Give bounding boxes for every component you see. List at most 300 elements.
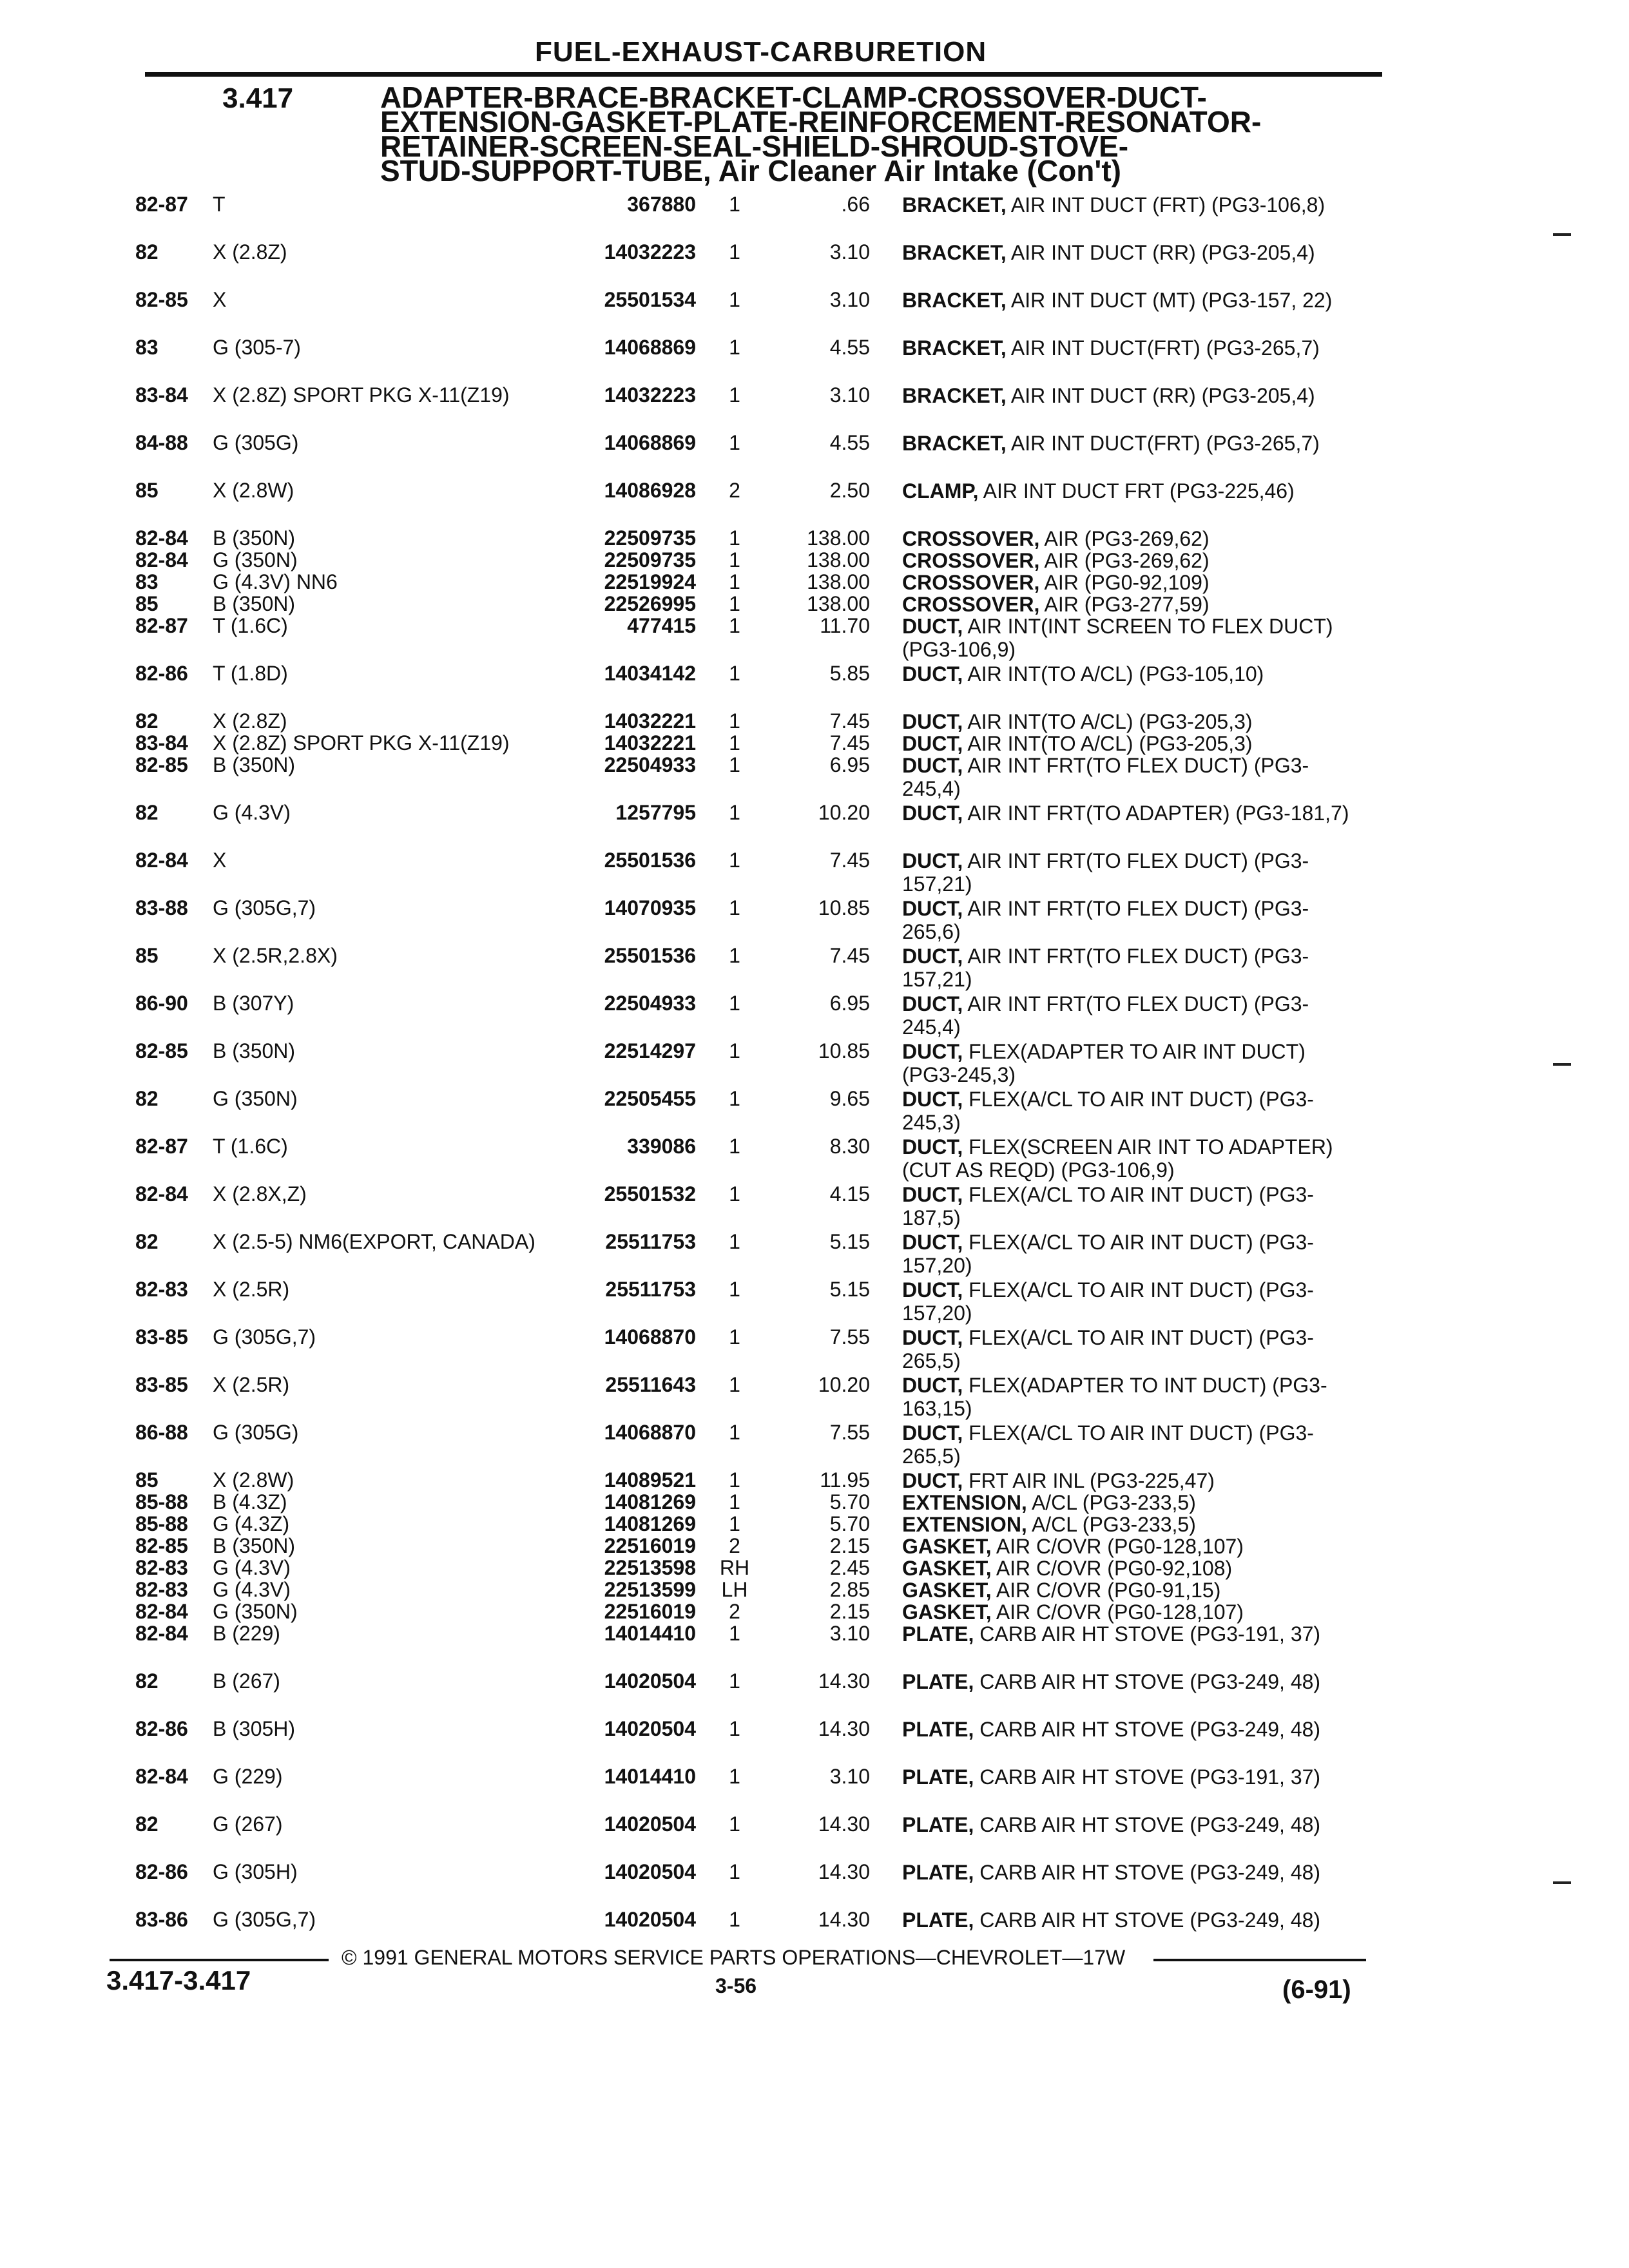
part-number: 14089521	[604, 1468, 696, 1492]
model-years: 85	[135, 479, 159, 502]
part-type: BRACKET,	[902, 384, 1007, 407]
model-code: G (267)	[213, 1812, 283, 1836]
price: 7.45	[829, 709, 870, 733]
part-number: 14081269	[604, 1490, 696, 1514]
part-number: 22516019	[604, 1534, 696, 1557]
model-code: B (307Y)	[213, 992, 294, 1015]
price: 10.20	[818, 801, 870, 824]
table-row	[0, 1579, 1629, 1600]
model-years: 82-85	[135, 753, 188, 776]
part-description	[902, 1374, 1366, 1420]
part-description	[902, 1421, 1366, 1468]
part-detail: AIR INT(INT SCREEN TO FLEX DUCT) (PG3-106,9)	[902, 615, 1333, 661]
model-years: 83-85	[135, 1373, 188, 1396]
part-description	[902, 384, 1366, 407]
part-description	[902, 1491, 1366, 1514]
part-number: 367880	[627, 193, 696, 216]
table-row	[0, 1491, 1629, 1513]
part-number: 25511643	[605, 1373, 696, 1396]
part-description	[902, 336, 1366, 360]
part-detail: CARB AIR HT STOVE (PG3-191, 37)	[974, 1622, 1321, 1646]
model-years: 82-86	[135, 1717, 188, 1740]
part-type: DUCT,	[902, 992, 963, 1015]
quantity: 1	[729, 753, 740, 776]
model-years: 82-87	[135, 193, 188, 216]
quantity: 2	[729, 1534, 740, 1557]
quantity: 2	[729, 479, 740, 502]
quantity: 1	[729, 1468, 740, 1492]
model-code: G (305-7)	[213, 336, 301, 359]
part-number: 1257795	[615, 801, 696, 824]
part-number: 339086	[627, 1135, 696, 1158]
quantity: LH	[721, 1578, 748, 1601]
part-number: 14032223	[604, 383, 696, 407]
quantity: 1	[729, 1908, 740, 1931]
price: 138.00	[807, 526, 870, 550]
part-detail: CARB AIR HT STOVE (PG3-249, 48)	[974, 1861, 1321, 1884]
price: 4.55	[829, 336, 870, 359]
model-code: B (350N)	[213, 1039, 296, 1062]
price: 7.45	[829, 731, 870, 754]
model-years: 85	[135, 592, 159, 615]
table-row	[0, 432, 1629, 479]
part-type: DUCT,	[902, 1469, 963, 1492]
model-code: X (2.8Z)	[213, 709, 287, 733]
quantity: 1	[729, 1278, 740, 1301]
part-type: GASKET,	[902, 1600, 992, 1624]
model-code: G (4.3Z)	[213, 1512, 290, 1535]
model-code: X	[213, 288, 227, 311]
model-years: 82-84	[135, 1182, 188, 1206]
part-detail: CARB AIR HT STOVE (PG3-249, 48)	[974, 1670, 1321, 1693]
table-row	[0, 193, 1629, 241]
quantity: 1	[729, 383, 740, 407]
part-detail: FRT AIR INL (PG3-225,47)	[963, 1469, 1215, 1492]
part-detail: CARB AIR HT STOVE (PG3-249, 48)	[974, 1813, 1321, 1836]
part-number: 25501536	[604, 944, 696, 967]
part-description	[902, 1600, 1366, 1624]
quantity: 1	[729, 526, 740, 550]
part-description	[902, 1513, 1366, 1536]
part-type: EXTENSION,	[902, 1491, 1027, 1514]
category-title: FUEL-EXHAUST-CARBURETION	[535, 36, 987, 68]
table-row	[0, 1278, 1629, 1326]
part-type: GASKET,	[902, 1557, 992, 1580]
quantity: 1	[729, 849, 740, 872]
section-range: 3.417-3.417	[106, 1965, 251, 1995]
price: 7.55	[829, 1325, 870, 1349]
part-description	[902, 1908, 1366, 1932]
part-detail: FLEX(A/CL TO AIR INT DUCT) (PG3-245,3)	[902, 1088, 1314, 1134]
model-code: X (2.8Z) SPORT PKG X-11(Z19)	[213, 731, 510, 754]
price: 7.45	[829, 944, 870, 967]
part-detail: AIR C/OVR (PG0-91,15)	[991, 1579, 1221, 1602]
quantity: 1	[729, 240, 740, 264]
part-number: 14020504	[604, 1860, 696, 1883]
price: 3.10	[829, 383, 870, 407]
part-type: DUCT,	[902, 897, 963, 920]
table-row	[0, 384, 1629, 432]
part-number: 25501534	[604, 288, 696, 311]
table-row	[0, 802, 1629, 849]
quantity: RH	[719, 1556, 750, 1579]
part-description	[902, 754, 1366, 800]
part-type: PLATE,	[902, 1670, 974, 1693]
section-title-line: ADAPTER-BRACE-BRACKET-CLAMP-CROSSOVER-DUCT-	[380, 81, 1207, 114]
part-type: DUCT,	[902, 662, 963, 686]
part-description	[902, 1469, 1366, 1492]
part-detail: AIR INT DUCT (MT) (PG3-157, 22)	[1006, 289, 1333, 312]
price: 14.30	[818, 1860, 870, 1883]
part-description	[902, 241, 1366, 264]
part-description	[902, 1231, 1366, 1277]
model-years: 83	[135, 336, 159, 359]
margin-mark	[1553, 1881, 1571, 1884]
model-code: G (229)	[213, 1765, 283, 1788]
part-detail: AIR INT DUCT FRT (PG3-225,46)	[978, 479, 1295, 503]
quantity: 1	[729, 1765, 740, 1788]
quantity: 1	[729, 1622, 740, 1645]
model-code: G (305H)	[213, 1860, 298, 1883]
model-code: X (2.5-5) NM6(EXPORT, CANADA)	[213, 1230, 535, 1253]
model-code: G (305G)	[213, 1421, 299, 1444]
part-description	[902, 1088, 1366, 1134]
part-description	[902, 571, 1366, 594]
part-type: PLATE,	[902, 1622, 974, 1646]
quantity: 1	[729, 801, 740, 824]
model-code: B (350N)	[213, 753, 296, 776]
model-code: B (305H)	[213, 1717, 296, 1740]
part-number: 14020504	[604, 1669, 696, 1693]
part-detail: AIR C/OVR (PG0-128,107)	[991, 1600, 1244, 1624]
table-row	[0, 479, 1629, 527]
table-row	[0, 662, 1629, 710]
revision-date: (6-91)	[1282, 1975, 1351, 2004]
part-number: 14032223	[604, 240, 696, 264]
part-type: DUCT,	[902, 945, 963, 968]
part-description	[902, 1040, 1366, 1086]
part-detail: A/CL (PG3-233,5)	[1027, 1513, 1196, 1536]
table-row	[0, 849, 1629, 897]
part-detail: AIR (PG0-92,109)	[1039, 571, 1210, 594]
table-row	[0, 710, 1629, 732]
quantity: 1	[729, 1039, 740, 1062]
model-code: T (1.8D)	[213, 662, 288, 685]
model-code: X (2.8Z) SPORT PKG X-11(Z19)	[213, 383, 510, 407]
quantity: 1	[729, 662, 740, 685]
price: 5.85	[829, 662, 870, 685]
quantity: 1	[729, 709, 740, 733]
part-number: 14068869	[604, 336, 696, 359]
model-years: 82-84	[135, 1765, 188, 1788]
model-years: 82-84	[135, 548, 188, 572]
table-row	[0, 945, 1629, 992]
model-years: 82-83	[135, 1556, 188, 1579]
part-detail: FLEX(A/CL TO AIR INT DUCT) (PG3-157,20)	[902, 1231, 1314, 1277]
part-type: BRACKET,	[902, 336, 1007, 360]
price: 6.95	[829, 753, 870, 776]
table-row	[0, 1600, 1629, 1622]
quantity: 1	[729, 336, 740, 359]
model-years: 83	[135, 570, 159, 593]
part-description	[902, 289, 1366, 312]
part-detail: CARB AIR HT STOVE (PG3-249, 48)	[974, 1908, 1321, 1932]
model-years: 82-84	[135, 849, 188, 872]
quantity: 1	[729, 731, 740, 754]
footer-rule	[1153, 1959, 1366, 1961]
part-detail: AIR INT FRT(TO FLEX DUCT) (PG3-157,21)	[902, 849, 1309, 896]
footer-rule	[110, 1959, 329, 1961]
part-number: 14020504	[604, 1812, 696, 1836]
page-header	[0, 0, 1629, 206]
margin-mark	[1553, 233, 1571, 236]
model-years: 82-83	[135, 1278, 188, 1301]
part-description	[902, 945, 1366, 991]
table-row	[0, 1535, 1629, 1557]
table-row	[0, 1469, 1629, 1491]
model-years: 83-84	[135, 731, 188, 754]
part-detail: AIR (PG3-269,62)	[1039, 549, 1210, 572]
part-detail: AIR INT FRT(TO FLEX DUCT) (PG3-245,4)	[902, 754, 1309, 800]
part-detail: FLEX(ADAPTER TO AIR INT DUCT) (PG3-245,3)	[902, 1040, 1306, 1086]
part-type: BRACKET,	[902, 432, 1007, 455]
part-type: DUCT,	[902, 1135, 963, 1158]
part-number: 22526995	[604, 592, 696, 615]
quantity: 1	[729, 1490, 740, 1514]
part-number: 14014410	[604, 1622, 696, 1645]
part-description	[902, 1557, 1366, 1580]
part-detail: AIR INT FRT(TO FLEX DUCT) (PG3-157,21)	[902, 945, 1309, 991]
price: 3.10	[829, 288, 870, 311]
quantity: 1	[729, 1087, 740, 1110]
price: 3.10	[829, 240, 870, 264]
part-number: 22519924	[604, 570, 696, 593]
model-years: 85-88	[135, 1490, 188, 1514]
quantity: 1	[729, 431, 740, 454]
part-detail: AIR (PG3-269,62)	[1039, 527, 1210, 550]
quantity: 1	[729, 1182, 740, 1206]
table-row	[0, 1622, 1629, 1670]
model-years: 86-90	[135, 992, 188, 1015]
quantity: 1	[729, 1512, 740, 1535]
model-code: G (305G,7)	[213, 1325, 316, 1349]
model-code: G (4.3V) NN6	[213, 570, 338, 593]
table-row	[0, 1557, 1629, 1579]
part-detail: AIR INT(TO A/CL) (PG3-205,3)	[963, 732, 1253, 755]
model-code: X (2.5R)	[213, 1278, 290, 1301]
model-years: 83-84	[135, 383, 188, 407]
price: .66	[841, 193, 870, 216]
quantity: 1	[729, 548, 740, 572]
table-row	[0, 593, 1629, 615]
model-years: 82	[135, 1230, 159, 1253]
page-footer	[0, 1933, 1629, 2030]
price: 9.65	[829, 1087, 870, 1110]
part-number: 14070935	[604, 896, 696, 919]
model-years: 82-86	[135, 1860, 188, 1883]
model-years: 85	[135, 944, 159, 967]
part-detail: AIR (PG3-277,59)	[1039, 593, 1210, 616]
part-number: 14086928	[604, 479, 696, 502]
part-detail: AIR INT FRT(TO FLEX DUCT) (PG3-265,6)	[902, 897, 1309, 943]
part-description	[902, 1135, 1366, 1182]
quantity: 1	[729, 1860, 740, 1883]
model-years: 82	[135, 1812, 159, 1836]
model-code: G (305G)	[213, 431, 299, 454]
table-row	[0, 754, 1629, 802]
part-description	[902, 432, 1366, 455]
table-row	[0, 897, 1629, 945]
part-description	[902, 1765, 1366, 1789]
quantity: 1	[729, 570, 740, 593]
model-years: 82-87	[135, 1135, 188, 1158]
part-description	[902, 849, 1366, 896]
part-type: PLATE,	[902, 1861, 974, 1884]
section-title-line: RETAINER-SCREEN-SEAL-SHIELD-SHROUD-STOVE-	[380, 130, 1129, 163]
part-type: DUCT,	[902, 1326, 963, 1349]
part-type: DUCT,	[902, 732, 963, 755]
price: 7.55	[829, 1421, 870, 1444]
part-type: BRACKET,	[902, 241, 1007, 264]
part-type: DUCT,	[902, 1040, 963, 1063]
price: 4.15	[829, 1182, 870, 1206]
model-code: X (2.5R)	[213, 1373, 290, 1396]
table-row	[0, 1088, 1629, 1135]
header-rule	[145, 72, 1382, 77]
part-detail: FLEX(A/CL TO AIR INT DUCT) (PG3-187,5)	[902, 1183, 1314, 1229]
part-detail: CARB AIR HT STOVE (PG3-191, 37)	[974, 1765, 1321, 1789]
part-type: DUCT,	[902, 1088, 963, 1111]
part-number: 22514297	[604, 1039, 696, 1062]
part-description	[902, 992, 1366, 1039]
model-years: 82-84	[135, 526, 188, 550]
section-title-line: EXTENSION-GASKET-PLATE-REINFORCEMENT-RESONATOR-	[380, 105, 1262, 139]
part-number: 14034142	[604, 662, 696, 685]
part-type: BRACKET,	[902, 193, 1007, 216]
model-years: 82-84	[135, 1622, 188, 1645]
quantity: 1	[729, 1373, 740, 1396]
part-type: DUCT,	[902, 1421, 963, 1445]
part-detail: AIR INT FRT(TO FLEX DUCT) (PG3-245,4)	[902, 992, 1309, 1039]
price: 138.00	[807, 570, 870, 593]
part-detail: A/CL (PG3-233,5)	[1027, 1491, 1196, 1514]
model-code: G (350N)	[213, 548, 298, 572]
part-type: DUCT,	[902, 802, 963, 825]
price: 6.95	[829, 992, 870, 1015]
part-description	[902, 1579, 1366, 1602]
part-type: GASKET,	[902, 1535, 992, 1558]
price: 3.10	[829, 1765, 870, 1788]
part-description	[902, 479, 1366, 503]
price: 14.30	[818, 1812, 870, 1836]
model-years: 84-88	[135, 431, 188, 454]
model-years: 83-86	[135, 1908, 188, 1931]
model-years: 83-88	[135, 896, 188, 919]
part-number: 14014410	[604, 1765, 696, 1788]
price: 2.85	[829, 1578, 870, 1601]
quantity: 1	[729, 1135, 740, 1158]
page-number: 3-56	[715, 1974, 757, 1997]
part-number: 22509735	[604, 526, 696, 550]
part-number: 22504933	[604, 992, 696, 1015]
model-code: G (4.3V)	[213, 1578, 291, 1601]
part-detail: AIR INT DUCT(FRT) (PG3-265,7)	[1006, 336, 1320, 360]
price: 5.15	[829, 1230, 870, 1253]
part-type: PLATE,	[902, 1718, 974, 1741]
price: 2.15	[829, 1600, 870, 1623]
part-detail: FLEX(A/CL TO AIR INT DUCT) (PG3-157,20)	[902, 1278, 1314, 1325]
part-number: 22513598	[604, 1556, 696, 1579]
model-years: 82-83	[135, 1578, 188, 1601]
quantity: 1	[729, 1421, 740, 1444]
part-detail: AIR INT DUCT (FRT) (PG3-106,8)	[1006, 193, 1325, 216]
table-row	[0, 1040, 1629, 1088]
price: 10.20	[818, 1373, 870, 1396]
table-row	[0, 992, 1629, 1040]
model-code: T	[213, 193, 226, 216]
part-number: 22509735	[604, 548, 696, 572]
price: 14.30	[818, 1908, 870, 1931]
part-type: DUCT,	[902, 1374, 963, 1397]
table-row	[0, 527, 1629, 549]
part-description	[902, 593, 1366, 616]
table-row	[0, 1813, 1629, 1861]
model-years: 82	[135, 1669, 159, 1693]
table-row	[0, 1513, 1629, 1535]
model-code: B (350N)	[213, 592, 296, 615]
part-number: 14068869	[604, 431, 696, 454]
model-code: B (267)	[213, 1669, 280, 1693]
part-detail: AIR INT DUCT (RR) (PG3-205,4)	[1006, 241, 1315, 264]
quantity: 1	[729, 944, 740, 967]
model-code: B (229)	[213, 1622, 280, 1645]
model-years: 86-88	[135, 1421, 188, 1444]
part-type: DUCT,	[902, 710, 963, 733]
part-description	[902, 193, 1366, 216]
part-type: DUCT,	[902, 1278, 963, 1302]
model-years: 82-85	[135, 1534, 188, 1557]
part-detail: AIR INT DUCT(FRT) (PG3-265,7)	[1006, 432, 1320, 455]
section-number: 3.417	[222, 82, 294, 114]
part-number: 25511753	[605, 1278, 696, 1301]
part-number: 477415	[627, 614, 696, 637]
part-number: 25501532	[604, 1182, 696, 1206]
quantity: 1	[729, 592, 740, 615]
price: 10.85	[818, 1039, 870, 1062]
table-row	[0, 1421, 1629, 1469]
table-row	[0, 336, 1629, 384]
part-type: CROSSOVER,	[902, 527, 1040, 550]
model-code: B (4.3Z)	[213, 1490, 287, 1514]
part-detail: AIR C/OVR (PG0-92,108)	[991, 1557, 1233, 1580]
part-type: PLATE,	[902, 1813, 974, 1836]
part-description	[902, 1326, 1366, 1372]
model-code: G (305G,7)	[213, 1908, 316, 1931]
parts-table	[0, 193, 1629, 1956]
part-type: CROSSOVER,	[902, 593, 1040, 616]
model-code: B (350N)	[213, 1534, 296, 1557]
part-detail: AIR INT FRT(TO ADAPTER) (PG3-181,7)	[963, 802, 1349, 825]
model-code: G (350N)	[213, 1600, 298, 1623]
price: 138.00	[807, 592, 870, 615]
part-description	[902, 527, 1366, 550]
model-code: G (350N)	[213, 1087, 298, 1110]
model-code: T (1.6C)	[213, 1135, 288, 1158]
model-years: 82-86	[135, 662, 188, 685]
quantity: 2	[729, 1600, 740, 1623]
part-description	[902, 662, 1366, 686]
model-code: G (4.3V)	[213, 1556, 291, 1579]
